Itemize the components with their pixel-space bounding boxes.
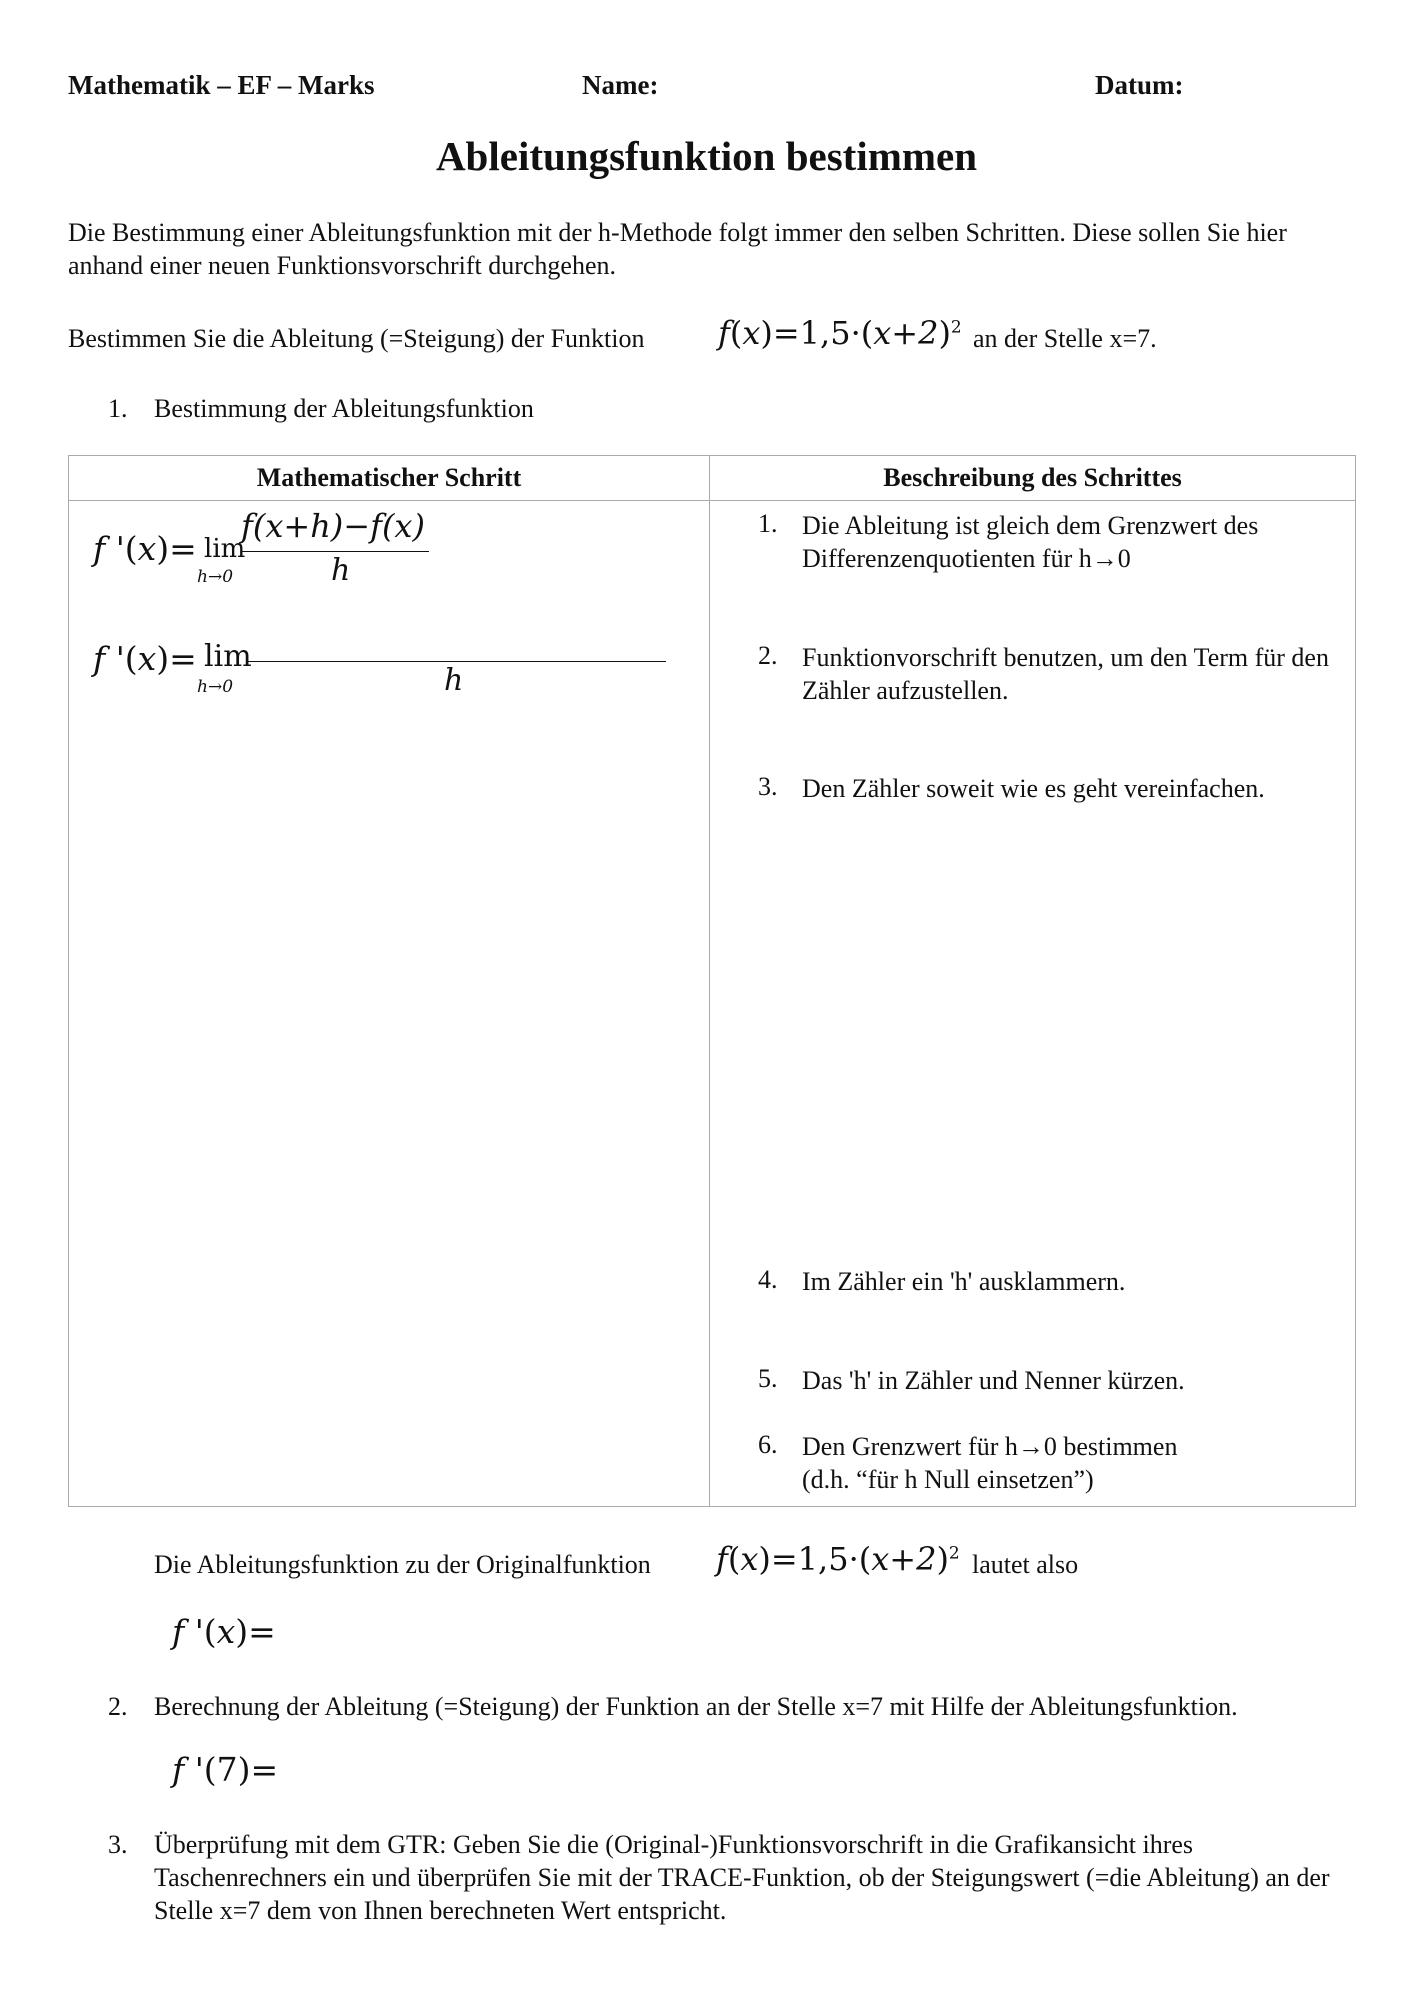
equals: = <box>772 314 800 352</box>
step-text: Im Zähler ein 'h' ausklammern. <box>802 1267 1126 1296</box>
step-text: Den Zähler soweit wie es geht vereinfachen. <box>802 774 1265 803</box>
part2-text: Berechnung der Ableitung (=Steigung) der Funktion an der Stelle x=7 mit Hilfe der Ableitungsfunktion. <box>154 1692 1238 1721</box>
part3-text: Überprüfung mit dem GTR: Geben Sie die (Original-)Funktionsvorschrift in die Grafikansicht ihres Taschenrechners ein und überprüfen Sie mit der TRACE-Funktion, ob der Steigungswert (=die Ableitung) an der Stelle x=7 dem von Ihnen berechneten Wert entspricht. <box>154 1830 1330 1925</box>
part1-number: 1. <box>108 394 128 423</box>
fprime-label <box>93 639 197 678</box>
steps-table <box>68 455 1356 1507</box>
exponent: 2 <box>948 1543 960 1564</box>
x-symbol: x <box>216 1612 236 1651</box>
seven: 7 <box>216 1750 238 1789</box>
derivative-answer-line <box>172 1612 276 1652</box>
equals: = <box>248 1612 276 1651</box>
paren-open: ( <box>858 1540 872 1578</box>
x-symbol: x <box>742 314 761 352</box>
paren-open: ( <box>124 529 138 568</box>
function-formula-repeat <box>716 1540 960 1578</box>
step-number: 4. <box>758 1265 778 1294</box>
f-symbol: f <box>718 314 730 352</box>
denominator-h: h <box>331 553 351 588</box>
x-plus-2: x+2 <box>873 314 939 352</box>
x-symbol: x <box>740 1540 759 1578</box>
result-text: Die Ableitungsfunktion zu der Originalfunktion <box>154 1550 651 1579</box>
coefficient: 1,5· <box>797 1540 859 1578</box>
fprime-symbol: f ' <box>93 529 125 568</box>
subject-label: Mathematik – EF – Marks <box>68 70 375 100</box>
paren-close: ) <box>938 314 951 352</box>
step-text: Den Grenzwert für h→0 bestimmen <box>802 1432 1178 1461</box>
function-formula <box>718 314 962 352</box>
denominator-h: h <box>444 663 464 698</box>
column-header-description: Beschreibung des Schrittes <box>710 456 1356 501</box>
math-steps-cell <box>69 501 710 1507</box>
numerator-blank-formula <box>69 639 709 719</box>
step-text: Die Ableitung ist gleich dem Grenzwert des Differenzenquotienten für h→0 <box>802 511 1259 573</box>
paren-close: ) <box>758 1540 771 1578</box>
result-suffix: lautet also <box>972 1550 1079 1579</box>
paren-close: ) <box>156 639 170 678</box>
step-number: 5. <box>758 1364 778 1393</box>
paren-close: ) <box>237 1750 251 1789</box>
step-number: 6. <box>758 1430 778 1459</box>
x-plus-2: x+2 <box>871 1540 937 1578</box>
paren-close: ) <box>235 1612 249 1651</box>
lim-subscript: h→0 <box>197 567 234 587</box>
paren-open: ( <box>203 1612 217 1651</box>
paren-open: ( <box>203 1750 217 1789</box>
part3-number: 3. <box>108 1830 128 1859</box>
task-suffix: an der Stelle x=7. <box>973 324 1157 353</box>
part2-number: 2. <box>108 1692 128 1721</box>
step-text: Funktionvorschrift benutzen, um den Term für den Zähler aufzustellen. <box>802 643 1329 705</box>
step-number: 2. <box>758 641 778 670</box>
paren-close: ) <box>936 1540 949 1578</box>
part1-heading: Bestimmung der Ableitungsfunktion <box>154 394 534 423</box>
equals: = <box>169 639 197 678</box>
fprime-symbol: f ' <box>172 1750 204 1789</box>
equals: = <box>169 529 197 568</box>
fprime-symbol: f ' <box>172 1612 204 1651</box>
exponent: 2 <box>950 317 962 338</box>
equals: = <box>250 1750 279 1789</box>
f-symbol: f <box>716 1540 728 1578</box>
paren-open: ( <box>727 1540 741 1578</box>
lim-operator: lim <box>204 639 252 674</box>
fraction-bar-blank <box>246 661 666 662</box>
fprime-symbol: f ' <box>93 639 125 678</box>
fprime-label <box>93 529 197 568</box>
page-title: Ableitungsfunktion bestimmen <box>435 133 978 179</box>
paren-open: ( <box>124 639 138 678</box>
table-header-row <box>69 456 1356 501</box>
paren-close: ) <box>156 529 170 568</box>
date-label: Datum: <box>1095 70 1184 100</box>
step-number: 3. <box>758 772 778 801</box>
coefficient: 1,5· <box>799 314 861 352</box>
description-cell <box>710 501 1356 1507</box>
paren-open: ( <box>729 314 743 352</box>
step-number: 1. <box>758 509 778 538</box>
task-text: Bestimmen Sie die Ableitung (=Steigung) der Funktion <box>68 324 645 353</box>
lim-subscript: h→0 <box>197 677 234 697</box>
fraction-bar <box>241 551 429 552</box>
derivative-at-7-line <box>172 1750 278 1790</box>
step-text-note: (d.h. “für h Null einsetzen”) <box>802 1465 1094 1494</box>
column-header-math: Mathematischer Schritt <box>69 456 710 501</box>
intro-paragraph: Die Bestimmung einer Ableitungsfunktion mit der h-Methode folgt immer den selben Schritten. Diese sollen Sie hier anhand einer neuen Funktionsvorschrift durchgehen. <box>68 218 1287 280</box>
difference-numerator: f(x+h)−f(x) <box>241 507 425 545</box>
step-text: Das 'h' in Zähler und Nenner kürzen. <box>802 1366 1185 1395</box>
lim-operator: lim <box>204 534 246 564</box>
paren-close: ) <box>760 314 773 352</box>
equals: = <box>770 1540 798 1578</box>
x-symbol: x <box>137 639 157 678</box>
paren-open: ( <box>860 314 874 352</box>
x-symbol: x <box>137 529 157 568</box>
table-body-row <box>69 501 1356 1507</box>
name-label: Name: <box>582 70 659 100</box>
derivative-definition-formula <box>69 501 709 601</box>
